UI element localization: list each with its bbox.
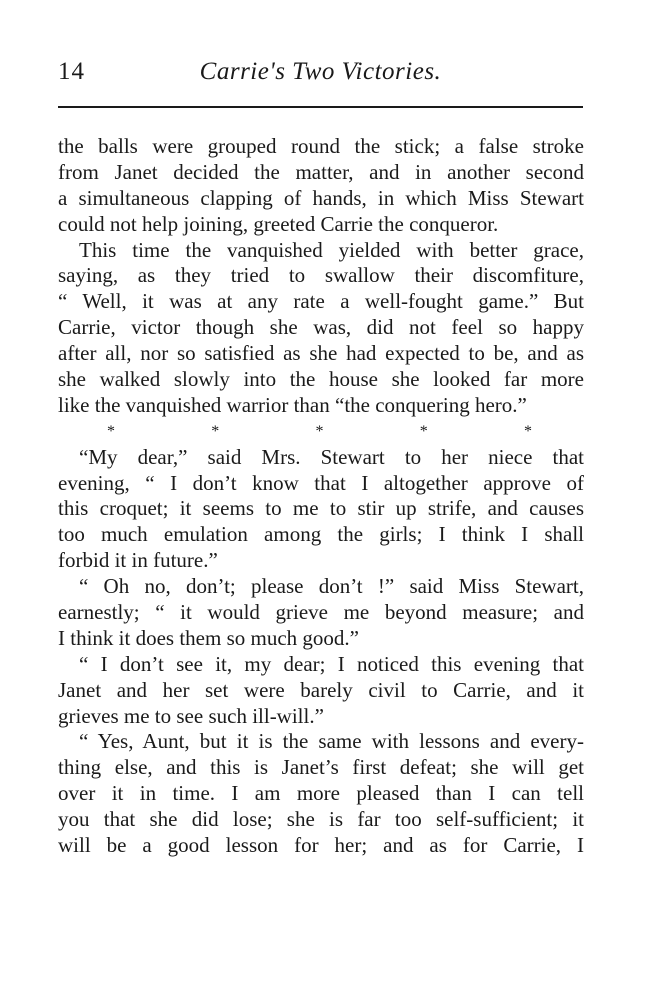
text-line: This time the vanquished yielded with better grace, <box>79 237 584 262</box>
asterism-star: * <box>315 422 324 440</box>
text-line: saying, as they tried to swallow their discomfiture, <box>58 263 584 288</box>
text-line: will be a good lesson for her; and as for Carrie, I <box>58 833 584 858</box>
text-line: evening, “ I don’t know that I altogether approve of <box>58 470 584 495</box>
text-line: grieves me to see such ill-will.” <box>58 703 324 728</box>
text-line: too much emulation among the girls; I think I shall <box>58 522 584 547</box>
text-line: over it in time. I am more pleased than I can tell <box>58 781 584 806</box>
page-header <box>58 58 583 98</box>
text-line: Carrie, victor though she was, did not feel so happy <box>58 315 584 340</box>
header-rule <box>58 106 583 108</box>
text-line: could not help joining, greeted Carrie the conqueror. <box>58 211 499 236</box>
text-line: she walked slowly into the house she looked far more <box>58 367 584 392</box>
text-line: “ I don’t see it, my dear; I noticed this evening that <box>79 651 584 676</box>
asterism-star: * <box>107 422 115 440</box>
text-line: earnestly; “ it would grieve me beyond measure; and <box>58 600 584 625</box>
text-line: from Janet decided the matter, and in another second <box>58 159 584 184</box>
text-line: I think it does them so much good.” <box>58 625 359 650</box>
running-title: Carrie's Two Victories. <box>199 58 442 85</box>
text-line: a simultaneous clapping of hands, in which Miss Stewart <box>58 185 584 210</box>
text-line: forbid it in future.” <box>58 548 218 573</box>
text-line: “ Well, it was at any rate a well-fought game.” But <box>58 289 584 314</box>
text-line: “ Oh no, don’t; please don’t !” said Miss Stewart, <box>79 574 584 599</box>
asterism-star: * <box>419 422 428 440</box>
text-line: “My dear,” said Mrs. Stewart to her niece that <box>79 444 584 469</box>
text-line: Janet and her set were barely civil to Carrie, and it <box>58 677 584 702</box>
asterism-star: * <box>524 422 532 440</box>
text-line: like the vanquished warrior than “the conquering hero.” <box>58 392 527 417</box>
body-text <box>58 134 584 859</box>
text-line: you that she did lose; she is far too self-sufficient; it <box>58 807 584 832</box>
text-line: after all, nor so satisfied as she had expected to be, and as <box>58 341 584 366</box>
text-line: the balls were grouped round the stick; a false stroke <box>58 134 584 158</box>
text-line: this croquet; it seems to me to stir up strife, and causes <box>58 496 584 521</box>
text-line: thing else, and this is Janet’s first defeat; she will get <box>58 755 584 780</box>
section-break <box>58 419 584 445</box>
text-line: “ Yes, Aunt, but it is the same with lessons and every- <box>79 729 584 754</box>
asterism-star: * <box>211 422 220 440</box>
page-number: 14 <box>58 58 85 85</box>
